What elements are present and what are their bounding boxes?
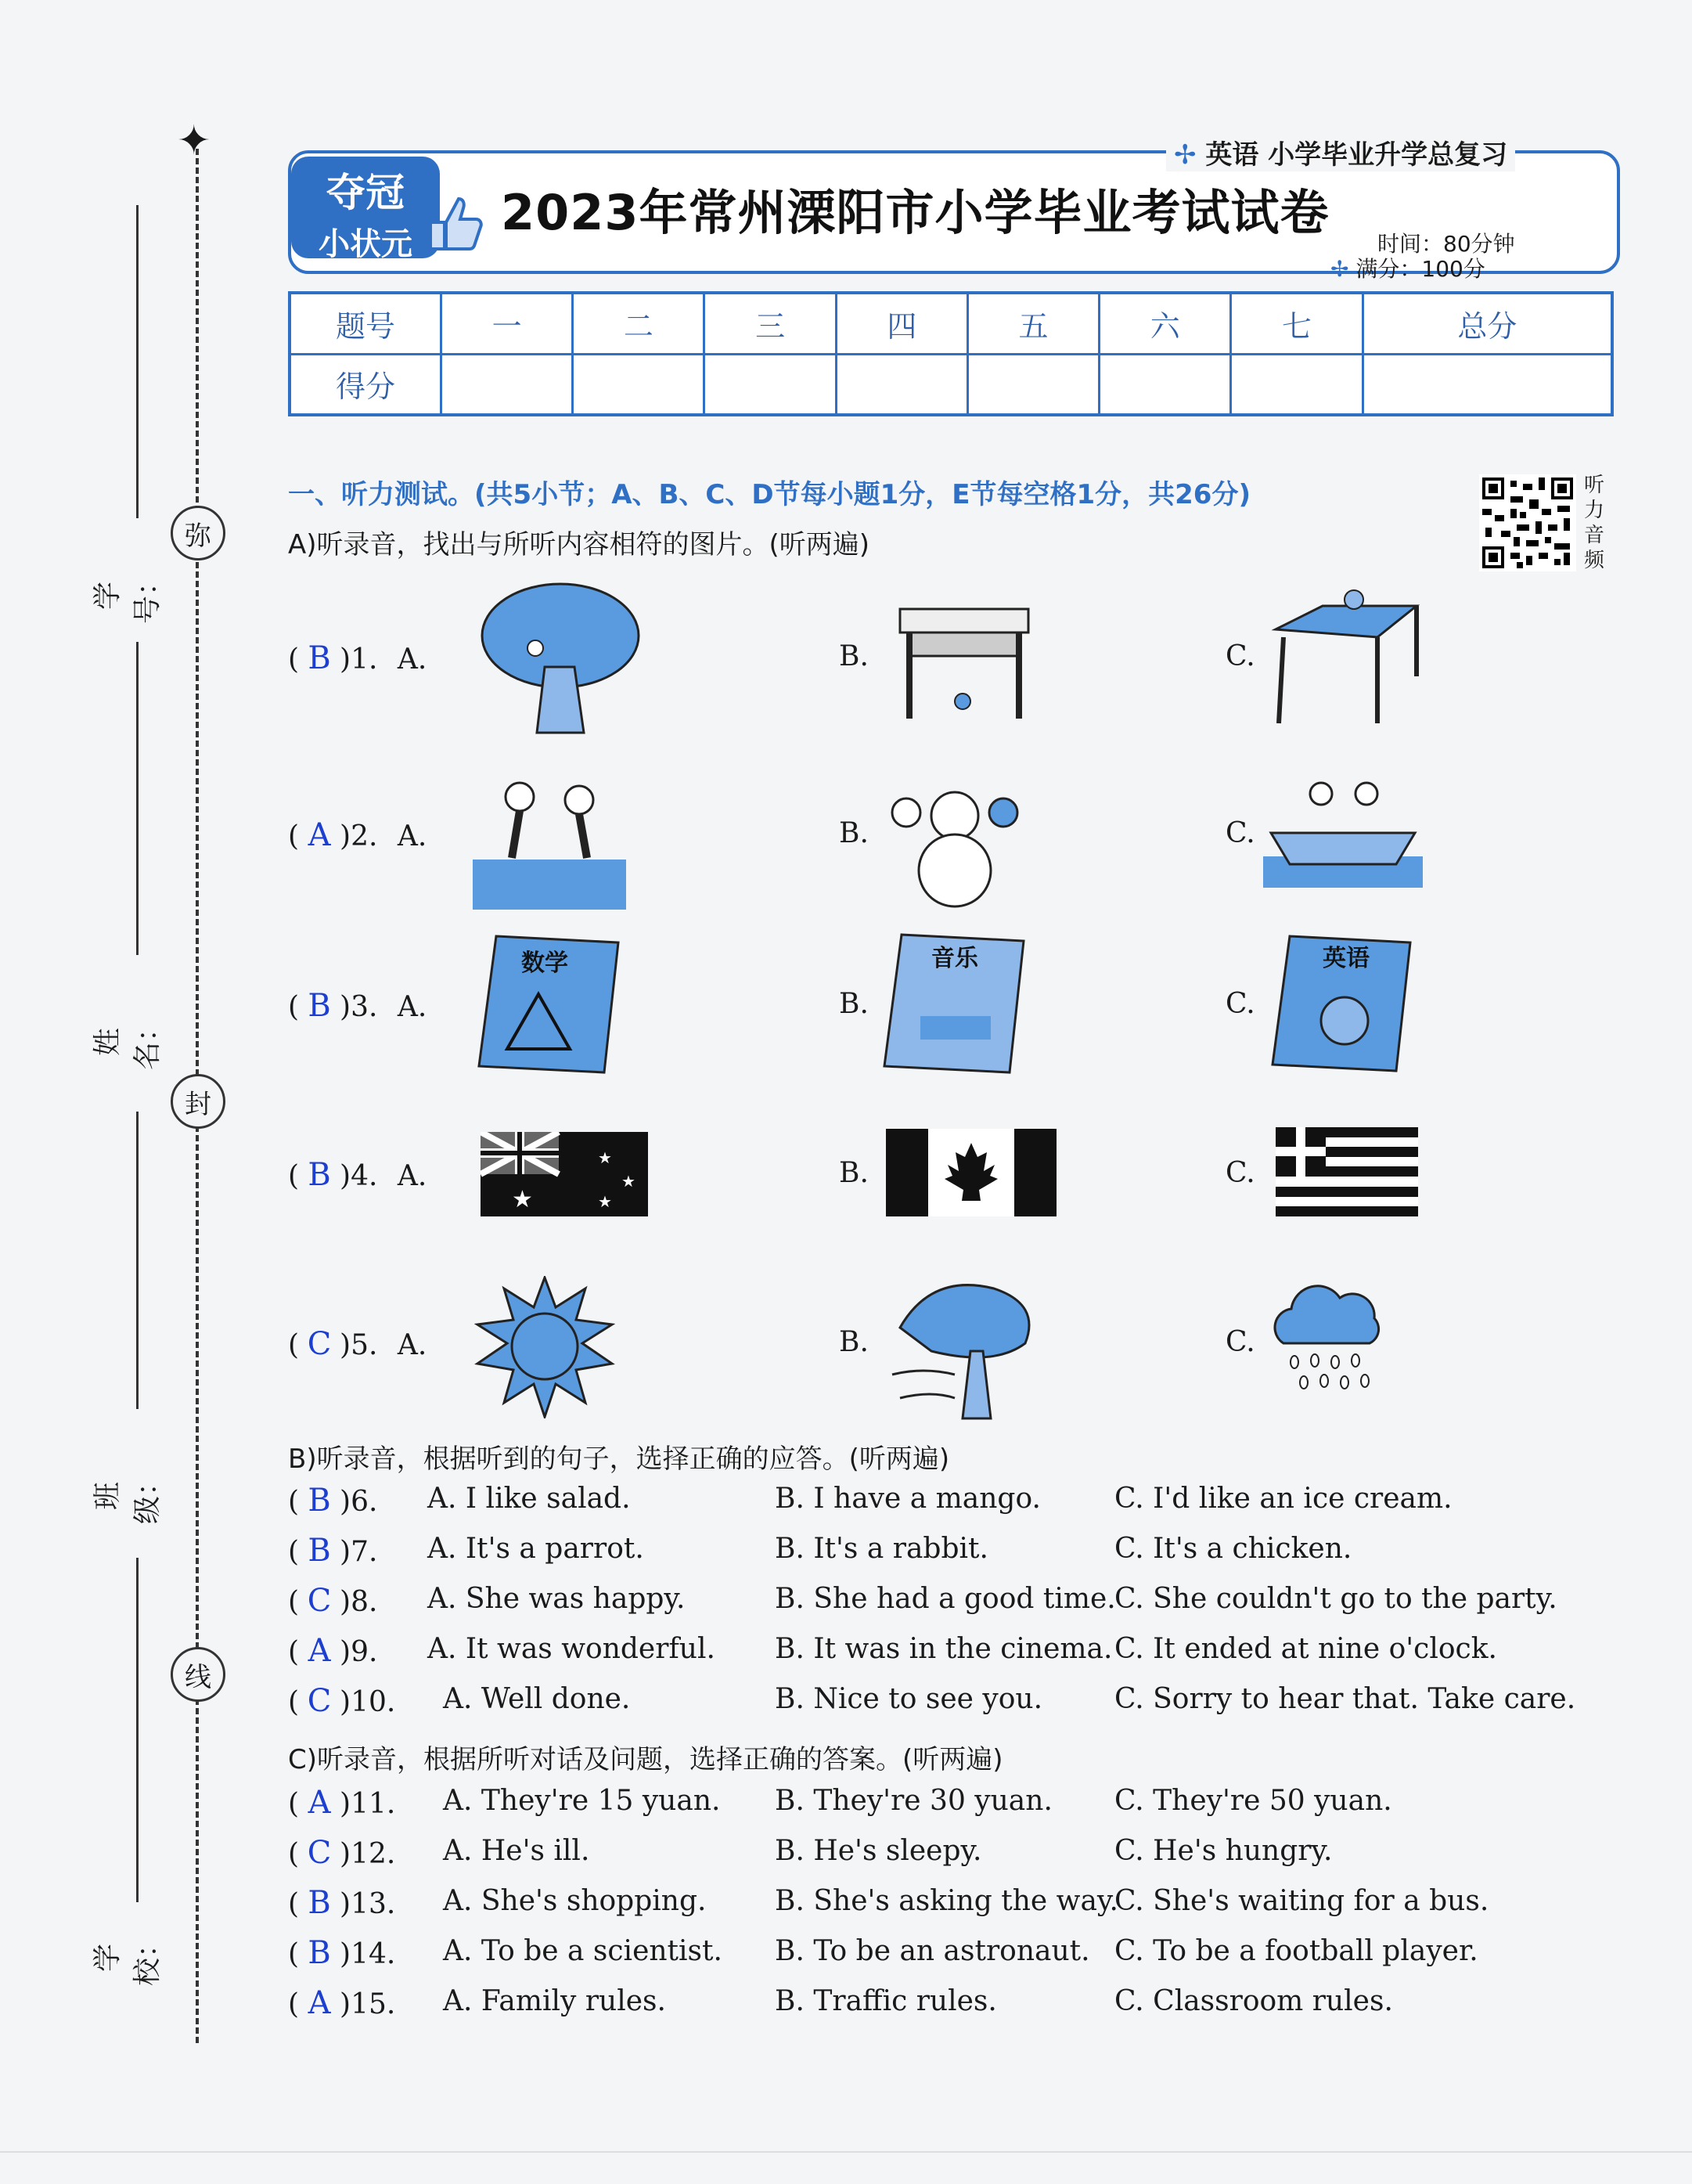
option-label-c: C. — [1226, 1326, 1255, 1358]
answer-10[interactable]: C — [307, 1683, 332, 1719]
option-b: B. Traffic rules. — [775, 1985, 997, 2017]
option-label-b: B. — [839, 1326, 869, 1358]
score-blank[interactable] — [967, 354, 1099, 415]
question-number: 15. — [351, 1988, 396, 2020]
option-b: B. It was in the cinema. — [775, 1633, 1113, 1665]
svg-text:★: ★ — [598, 1148, 612, 1167]
question-number: 8. — [351, 1586, 378, 1618]
question-6: ( B )6. — [288, 1483, 378, 1519]
seal-xian: 线 — [171, 1647, 225, 1702]
score-blank[interactable] — [573, 354, 704, 415]
score-label — [1330, 252, 1485, 283]
option-b: B. She had a good time. — [775, 1583, 1116, 1615]
school-blank — [136, 1558, 139, 1902]
score-cell: 六 — [1100, 293, 1231, 354]
question-9: ( A )9. — [288, 1633, 378, 1669]
option-b: B. To be an astronaut. — [775, 1935, 1090, 1967]
option-label-c: C. — [1226, 817, 1255, 849]
australia-flag-icon — [481, 1132, 648, 1220]
star-icon: ✦ — [177, 117, 211, 164]
question-number: 11. — [351, 1788, 396, 1820]
option-a: A. They're 15 yuan. — [443, 1785, 721, 1817]
answer-15[interactable]: A — [308, 1985, 331, 2021]
option-c: C. It ended at nine o'clock. — [1114, 1633, 1497, 1665]
question-10: ( C )10. — [288, 1683, 396, 1719]
score-blank[interactable] — [704, 354, 836, 415]
book-title: 数学 — [521, 950, 568, 977]
answer-12[interactable]: C — [307, 1835, 332, 1871]
option-label-b: B. — [839, 817, 869, 849]
score-table-score-row — [290, 354, 1612, 415]
question-number: 4. — [351, 1160, 378, 1192]
option-a: A. She was happy. — [427, 1583, 686, 1615]
option-label-b: B. — [839, 640, 869, 672]
option-b: B. It's a rabbit. — [775, 1533, 988, 1565]
option-a: A. I like salad. — [427, 1483, 631, 1515]
option-a: A. To be a scientist. — [443, 1935, 722, 1967]
time-text: 时间：80分钟 — [1377, 231, 1515, 257]
svg-text:★: ★ — [621, 1172, 635, 1191]
partB-title: B)听录音，根据听到的句子，选择正确的应答。(听两遍) — [288, 1443, 950, 1475]
score-cell: 二 — [573, 293, 704, 354]
book-title: 英语 — [1323, 945, 1370, 972]
option-label-b: B. — [839, 988, 869, 1020]
series-text: 英语 小学毕业升学总复习 — [1205, 139, 1508, 171]
score-blank[interactable] — [1231, 354, 1363, 415]
answer-7[interactable]: B — [308, 1533, 331, 1569]
question-number: 7. — [351, 1536, 378, 1568]
score-table-header-row — [290, 293, 1612, 354]
table-bird-on-icon — [1268, 582, 1424, 734]
brand-badge — [291, 157, 440, 262]
score-blank[interactable] — [1363, 354, 1612, 415]
svg-text:★: ★ — [512, 1186, 533, 1213]
name-blank — [136, 642, 139, 955]
english-book-icon — [1269, 932, 1415, 1077]
option-a: A. It's a parrot. — [427, 1533, 644, 1565]
question-11: ( A )11. — [288, 1785, 396, 1821]
question-8: ( C )8. — [288, 1583, 378, 1619]
question-13: ( B )13. — [288, 1885, 396, 1921]
option-c: C. Classroom rules. — [1114, 1985, 1393, 2017]
score-blank[interactable] — [441, 354, 573, 415]
option-c: C. He's hungry. — [1114, 1835, 1333, 1867]
partA-title: A)听录音，找出与所听内容相符的图片。(听两遍) — [288, 529, 870, 560]
score-cell: 三 — [704, 293, 836, 354]
option-c: C. She's waiting for a bus. — [1114, 1885, 1489, 1917]
question-number: 2. — [351, 820, 378, 852]
svg-text:★: ★ — [598, 1192, 612, 1211]
class-blank — [136, 1112, 139, 1409]
option-label-a: A. — [397, 991, 427, 1023]
qr-code-icon[interactable] — [1479, 474, 1576, 571]
answer-11[interactable]: A — [308, 1785, 331, 1821]
snowman-icon — [878, 769, 1031, 919]
option-label-c: C. — [1226, 988, 1255, 1020]
question-2: ( A )2. A. — [288, 817, 427, 853]
qr-label: 听力音频 — [1584, 474, 1605, 572]
option-b: B. They're 30 yuan. — [775, 1785, 1053, 1817]
page-bottom-edge — [0, 2151, 1692, 2153]
partC-title: C)听录音，根据所听对话及问题，选择正确的答案。(听两遍) — [288, 1744, 1003, 1775]
question-number: 13. — [351, 1888, 396, 1920]
name-label: 姓名： — [92, 1014, 164, 1071]
student-id-label: 学号： — [92, 568, 164, 625]
answer-5[interactable]: C — [307, 1326, 332, 1362]
question-12: ( C )12. — [288, 1835, 396, 1871]
sparkle-icon: ✢ — [1174, 139, 1197, 171]
math-book-icon — [476, 932, 623, 1079]
score-cell: 总分 — [1363, 293, 1612, 354]
option-label-a: A. — [397, 1329, 427, 1361]
option-b: B. Nice to see you. — [775, 1683, 1043, 1715]
school-label: 学校： — [92, 1930, 164, 1987]
option-c: C. Sorry to hear that. Take care. — [1114, 1683, 1576, 1715]
music-book-icon — [881, 930, 1028, 1079]
option-c: C. I'd like an ice cream. — [1114, 1483, 1453, 1515]
question-number: 3. — [351, 991, 378, 1023]
option-a: A. It was wonderful. — [427, 1633, 715, 1665]
score-blank[interactable] — [836, 354, 967, 415]
answer-1[interactable]: B — [308, 640, 331, 676]
sparkle-icon: ✢ — [1330, 256, 1356, 282]
class-label: 班级： — [92, 1468, 164, 1525]
student-id-blank — [136, 205, 139, 518]
option-c: C. She couldn't go to the party. — [1114, 1583, 1557, 1615]
badge-line1: 夺冠 — [326, 170, 405, 215]
canada-flag-icon — [886, 1129, 1057, 1220]
greece-flag-icon — [1276, 1127, 1418, 1220]
answer-6[interactable]: B — [308, 1483, 331, 1519]
question-1: ( B )1. A. — [288, 640, 427, 676]
question-number: 5. — [351, 1329, 378, 1361]
option-c: C. It's a chicken. — [1114, 1533, 1352, 1565]
option-a: A. He's ill. — [443, 1835, 590, 1867]
score-cell: 题号 — [290, 293, 441, 354]
option-label-c: C. — [1226, 640, 1255, 672]
score-cell: 一 — [441, 293, 573, 354]
option-label-a: A. — [397, 1160, 427, 1192]
option-label-a: A. — [397, 643, 427, 676]
score-cell: 七 — [1231, 293, 1363, 354]
sun-icon — [474, 1276, 615, 1422]
seal-feng: 封 — [171, 1074, 225, 1129]
option-a: A. Family rules. — [443, 1985, 666, 2017]
thumbs-up-icon — [423, 191, 485, 257]
question-number: 12. — [351, 1838, 396, 1870]
question-5: ( C )5. A. — [288, 1326, 427, 1362]
answer-14[interactable]: B — [308, 1935, 331, 1971]
score-cell: 四 — [836, 293, 967, 354]
option-a: A. She's shopping. — [443, 1885, 707, 1917]
page-title: 2023年常州溧阳市小学毕业考试试卷 — [501, 184, 1330, 241]
question-number: 14. — [351, 1938, 396, 1970]
option-b: B. He's sleepy. — [775, 1835, 982, 1867]
score-blank[interactable] — [1100, 354, 1231, 415]
answer-8[interactable]: C — [307, 1583, 332, 1619]
question-number: 9. — [351, 1636, 378, 1668]
option-b: B. She's asking the way. — [775, 1885, 1118, 1917]
question-4: ( B )4. A. — [288, 1157, 427, 1193]
question-number: 10. — [351, 1686, 396, 1718]
answer-9[interactable]: A — [308, 1633, 331, 1669]
option-label-b: B. — [839, 1157, 869, 1189]
score-cell: 五 — [967, 293, 1099, 354]
option-b: B. I have a mango. — [775, 1483, 1041, 1515]
skating-icon — [473, 766, 626, 913]
rowing-boat-icon — [1263, 770, 1423, 891]
score-row-label: 得分 — [290, 354, 441, 415]
score-table — [288, 291, 1614, 416]
question-14: ( B )14. — [288, 1935, 396, 1971]
option-a: A. Well done. — [443, 1683, 631, 1715]
answer-4[interactable]: B — [308, 1157, 331, 1193]
question-7: ( B )7. — [288, 1533, 378, 1569]
section1-heading: 一、听力测试。(共5小节；A、B、C、D节每小题1分，E节每空格1分，共26分) — [288, 479, 1251, 510]
question-number: 6. — [351, 1486, 378, 1518]
option-label-a: A. — [397, 820, 427, 852]
series-label — [1166, 133, 1515, 171]
answer-2[interactable]: A — [308, 817, 331, 853]
full-score-text: 满分：100分 — [1355, 256, 1485, 282]
question-number: 1. — [351, 643, 378, 676]
book-title: 音乐 — [931, 945, 978, 972]
option-c: C. They're 50 yuan. — [1114, 1785, 1392, 1817]
answer-13[interactable]: B — [308, 1885, 331, 1921]
tree-bird-icon — [474, 581, 646, 741]
windy-tree-icon — [884, 1273, 1041, 1425]
seal-mi: 弥 — [171, 506, 225, 560]
option-label-c: C. — [1226, 1157, 1255, 1189]
desk-bird-under-icon — [895, 603, 1033, 723]
badge-line2: 小状元 — [319, 226, 412, 262]
rain-cloud-icon — [1268, 1281, 1385, 1400]
answer-3[interactable]: B — [308, 988, 331, 1024]
question-15: ( A )15. — [288, 1985, 396, 2021]
question-3: ( B )3. A. — [288, 988, 427, 1024]
option-c: C. To be a football player. — [1114, 1935, 1478, 1967]
